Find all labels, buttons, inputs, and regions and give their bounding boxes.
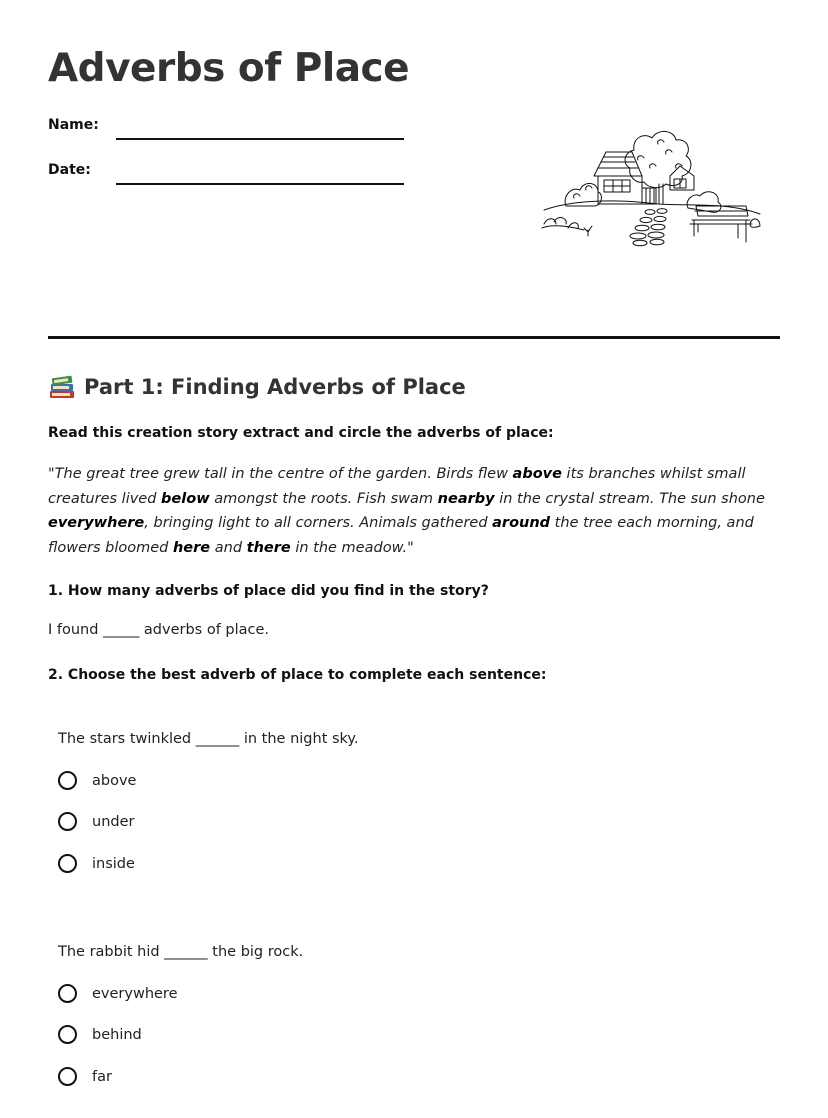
adverb-word[interactable]: nearby — [437, 490, 495, 507]
story-text: , bringing light to all corners. Animals gathered — [144, 515, 493, 532]
adverb-word[interactable]: here — [172, 539, 211, 556]
radio-button[interactable] — [58, 812, 77, 831]
radio-button[interactable] — [58, 1025, 77, 1044]
story-text: the tree each morning, and flowers bloomed — [48, 515, 754, 556]
radio-button[interactable] — [58, 1067, 77, 1086]
mcq-option[interactable] — [58, 984, 178, 1003]
question-1-answer[interactable]: I found _____ adverbs of place. — [48, 622, 270, 638]
page-title: Adverbs of Place — [48, 46, 410, 91]
question-2: 2. Choose the best adverb of place to complete each sentence: — [48, 667, 547, 683]
adverb-word[interactable]: above — [512, 466, 562, 482]
date-label: Date: — [48, 162, 91, 178]
radio-button[interactable] — [58, 984, 77, 1003]
mcq-option[interactable] — [58, 812, 134, 831]
section-title: Part 1: Finding Adverbs of Place — [84, 375, 466, 399]
name-label: Name: — [48, 117, 99, 133]
story-text: in the meadow." — [290, 539, 414, 556]
radio-button[interactable] — [58, 771, 77, 790]
option-label: behind — [92, 1026, 142, 1043]
mcq-option[interactable] — [58, 1067, 112, 1086]
story-text: in the crystal stream. The sun shone — [494, 490, 765, 507]
adverb-word[interactable]: there — [246, 539, 291, 556]
adverb-word[interactable]: around — [492, 515, 551, 532]
option-label: above — [92, 772, 137, 789]
instruction-text: Read this creation story extract and circle the adverbs of place: — [48, 425, 554, 441]
section-divider — [48, 336, 780, 339]
adverb-word[interactable]: everywhere — [48, 515, 145, 532]
story-text: amongst the roots. Fish swam — [209, 490, 438, 507]
mcq-option[interactable] — [58, 1025, 142, 1044]
name-line[interactable] — [116, 138, 404, 140]
books-icon — [48, 374, 76, 400]
mcq-sentence: The rabbit hid ______ the big rock. — [58, 944, 304, 960]
option-label: everywhere — [92, 985, 178, 1002]
section-heading — [48, 374, 466, 400]
adverb-word[interactable]: below — [161, 490, 210, 507]
story-text: and — [210, 539, 247, 556]
story-text: its branches whilst small creatures lived — [48, 466, 746, 507]
radio-button[interactable] — [58, 854, 77, 873]
question-1: 1. How many adverbs of place did you find in the story? — [48, 583, 489, 599]
house-garden-illustration — [538, 124, 764, 248]
option-label: under — [92, 813, 135, 830]
story-text: "The great tree grew tall in the centre of the garden. Birds flew — [48, 466, 513, 482]
option-label: inside — [92, 855, 135, 872]
mcq-sentence: The stars twinkled ______ in the night sky. — [58, 731, 359, 747]
mcq-option[interactable] — [58, 771, 136, 790]
story-extract[interactable] — [48, 462, 778, 560]
mcq-option[interactable] — [58, 854, 135, 873]
option-label: far — [92, 1068, 112, 1085]
date-line[interactable] — [116, 183, 404, 185]
